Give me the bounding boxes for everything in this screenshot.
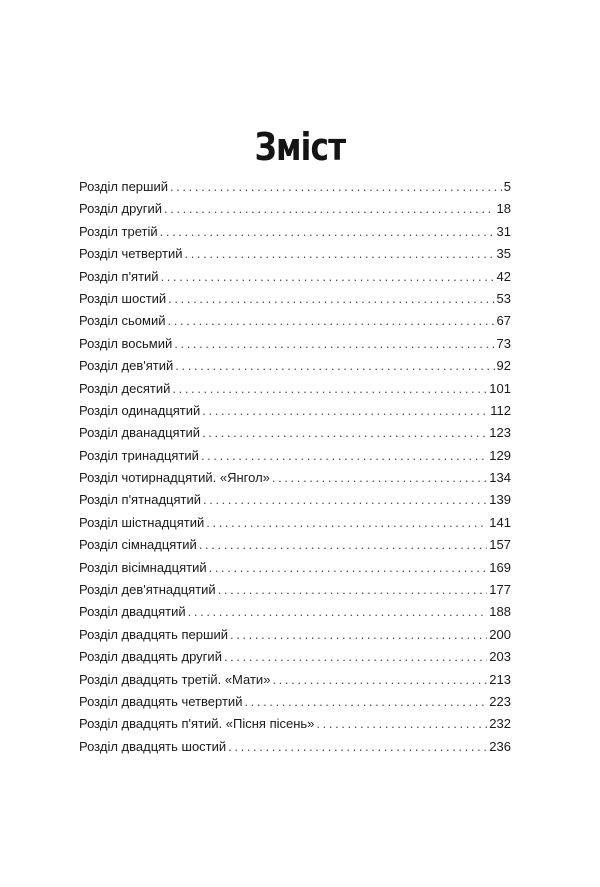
toc-dot-leader	[218, 579, 488, 601]
toc-entry-page-number: 42	[496, 268, 511, 284]
toc-entry[interactable]	[79, 534, 511, 556]
toc-dot-leader	[206, 512, 487, 534]
toc-entry-label: Розділ двадцять другий	[79, 649, 222, 665]
toc-entry[interactable]	[79, 579, 511, 601]
toc-dot-leader	[168, 288, 494, 310]
toc-dot-leader	[184, 243, 494, 265]
table-of-contents	[79, 176, 511, 758]
toc-entry-page-number: 129	[489, 447, 511, 463]
toc-entry-label: Розділ десятий	[79, 380, 171, 396]
toc-entry[interactable]	[79, 512, 511, 534]
toc-dot-leader	[201, 445, 487, 467]
toc-dot-leader	[174, 333, 494, 355]
toc-entry[interactable]	[79, 243, 511, 265]
toc-entry-page-number: 92	[496, 358, 511, 374]
toc-entry-page-number: 101	[489, 380, 511, 396]
toc-entry-page-number: 53	[496, 290, 511, 306]
toc-entry[interactable]	[79, 557, 511, 579]
toc-dot-leader	[202, 422, 487, 444]
toc-entry-label: Розділ тринадцятий	[79, 447, 199, 463]
toc-dot-leader	[188, 601, 488, 623]
toc-dot-leader	[164, 198, 495, 220]
toc-entry-page-number: 123	[489, 425, 511, 441]
toc-entry[interactable]	[79, 378, 511, 400]
toc-entry-label: Розділ третій	[79, 223, 158, 239]
toc-entry-label: Розділ двадцять п'ятий. «Пісня пісень»	[79, 716, 315, 732]
toc-entry[interactable]	[79, 310, 511, 332]
toc-dot-leader	[209, 557, 488, 579]
toc-entry-label: Розділ двадцять третій. «Мати»	[79, 671, 271, 687]
toc-dot-leader	[202, 400, 488, 422]
toc-entry-label: Розділ двадцять четвертий	[79, 693, 243, 709]
toc-dot-leader	[160, 221, 495, 243]
toc-entry[interactable]	[79, 355, 511, 377]
toc-entry-label: Розділ п'ятий	[79, 268, 159, 284]
toc-entry-page-number: 139	[489, 492, 511, 508]
toc-entry-label: Розділ дев'ятий	[79, 358, 174, 374]
toc-entry[interactable]	[79, 333, 511, 355]
toc-entry-label: Розділ дванадцятий	[79, 425, 201, 441]
toc-entry-label: Розділ двадцять шостий	[79, 738, 227, 754]
toc-entry-label: Розділ вісімнадцятий	[79, 559, 207, 575]
toc-entry[interactable]	[79, 445, 511, 467]
page-title: Зміст	[254, 125, 346, 170]
toc-dot-leader	[228, 736, 487, 758]
toc-entry-label: Розділ сьомий	[79, 313, 166, 329]
toc-entry[interactable]	[79, 691, 511, 713]
toc-entry[interactable]	[79, 198, 511, 220]
toc-entry[interactable]	[79, 288, 511, 310]
toc-dot-leader	[168, 310, 495, 332]
toc-entry[interactable]	[79, 467, 511, 489]
toc-entry-label: Розділ шістнадцятий	[79, 514, 205, 530]
toc-entry-page-number: 134	[489, 470, 511, 486]
toc-entry-page-number: 213	[489, 671, 511, 687]
toc-entry-page-number: 157	[489, 537, 511, 553]
toc-entry-page-number: 35	[496, 246, 511, 262]
toc-entry[interactable]	[79, 176, 511, 198]
toc-entry-page-number: 188	[489, 604, 511, 620]
toc-entry-label: Розділ восьмий	[79, 335, 173, 351]
toc-dot-leader	[224, 646, 487, 668]
toc-entry[interactable]	[79, 422, 511, 444]
toc-dot-leader	[230, 624, 487, 646]
toc-entry[interactable]	[79, 736, 511, 758]
toc-dot-leader	[203, 489, 487, 511]
toc-entry-page-number: 112	[490, 402, 511, 418]
toc-dot-leader	[170, 176, 502, 198]
toc-dot-leader	[161, 266, 495, 288]
toc-entry[interactable]	[79, 489, 511, 511]
toc-dot-leader	[199, 534, 487, 556]
toc-dot-leader	[272, 669, 487, 691]
toc-entry-label: Розділ четвертий	[79, 246, 183, 262]
toc-entry-label: Розділ перший	[79, 179, 168, 194]
toc-entry[interactable]	[79, 601, 511, 623]
toc-entry-page-number: 203	[489, 649, 511, 665]
toc-entry-label: Розділ чотирнадцятий. «Янгол»	[79, 470, 270, 486]
toc-entry-page-number: 232	[489, 716, 511, 732]
toc-entry-page-number: 200	[489, 626, 511, 642]
toc-entry-label: Розділ двадцятий	[79, 604, 186, 620]
toc-entry-label: Розділ другий	[79, 201, 162, 217]
toc-dot-leader	[272, 467, 487, 489]
toc-entry-page-number: 5	[503, 179, 511, 194]
toc-dot-leader	[175, 355, 494, 377]
toc-entry-page-number: 18	[496, 201, 511, 217]
toc-entry-page-number: 177	[489, 582, 511, 598]
toc-dot-leader	[316, 713, 487, 735]
toc-entry-page-number: 169	[489, 559, 511, 575]
toc-entry[interactable]	[79, 669, 511, 691]
toc-entry[interactable]	[79, 713, 511, 735]
toc-entry[interactable]	[79, 266, 511, 288]
toc-entry-page-number: 236	[489, 738, 511, 754]
toc-entry-label: Розділ дев'ятнадцятий	[79, 582, 216, 598]
toc-entry-page-number: 223	[489, 693, 511, 709]
toc-entry-label: Розділ п'ятнадцятий	[79, 492, 202, 508]
toc-dot-leader	[172, 378, 487, 400]
toc-entry-page-number: 67	[496, 313, 511, 329]
toc-dot-leader	[244, 691, 487, 713]
toc-entry[interactable]	[79, 400, 511, 422]
toc-entry-page-number: 73	[496, 335, 511, 351]
toc-entry-label: Розділ одинадцятий	[79, 402, 201, 418]
toc-entry[interactable]	[79, 646, 511, 668]
toc-entry[interactable]	[79, 624, 511, 646]
toc-entry-label: Розділ шостий	[79, 290, 167, 306]
toc-entry-label: Розділ сімнадцятий	[79, 537, 197, 553]
toc-entry-page-number: 141	[489, 514, 511, 530]
toc-entry-page-number: 31	[496, 223, 511, 239]
toc-entry[interactable]	[79, 221, 511, 243]
toc-entry-label: Розділ двадцять перший	[79, 626, 228, 642]
